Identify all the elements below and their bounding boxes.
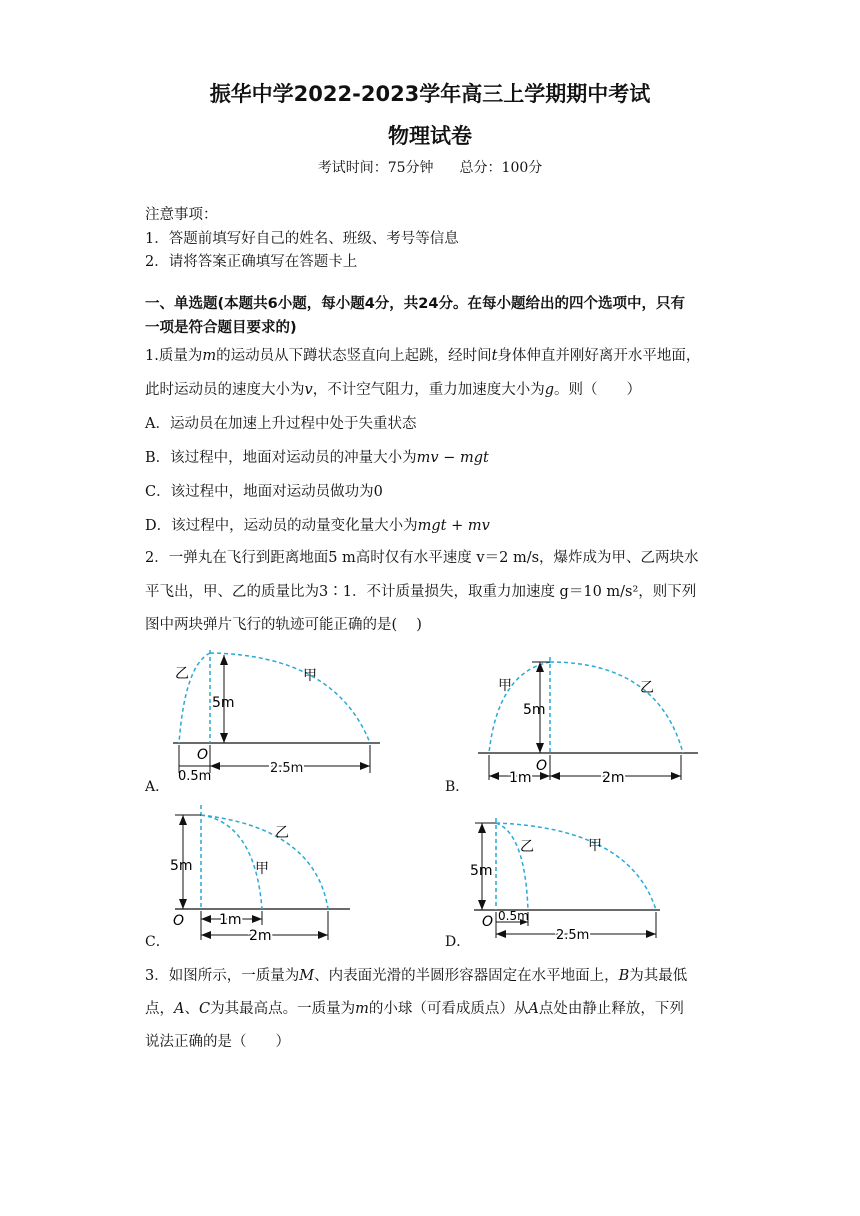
- q2-line1: 2．一弹丸在飞行到距离地面5 m高时仅有水平速度 v＝2 m/s，爆炸成为甲、乙两块水: [145, 550, 699, 566]
- fig-b-label: B．: [445, 779, 470, 795]
- fig-d-dist2: 2.5m: [556, 928, 590, 943]
- fig-b-height-label: 5m: [523, 702, 546, 718]
- fig-b-origin: O: [536, 758, 548, 774]
- section-heading-line2: 一项是符合题目要求的): [145, 320, 297, 336]
- fig-c-label: C．: [145, 934, 170, 950]
- fig-c-outer-label: 乙: [275, 825, 289, 841]
- fig-a-right-label: 甲: [303, 668, 317, 684]
- fig-d-inner-label: 乙: [520, 839, 534, 855]
- exam-title: 振华中学2022-2023学年高三上学期期中考试: [209, 82, 651, 106]
- fig-c-height-label: 5m: [170, 858, 193, 874]
- notes-heading: 注意事项：: [145, 207, 218, 223]
- q1-option-d: D．该过程中，运动员的动量变化量大小为mgt + mv: [145, 518, 490, 534]
- fig-d-label: D．: [445, 934, 471, 950]
- fig-c-dist2: 2m: [249, 928, 272, 944]
- q3-line3: 说法正确的是（ ）: [145, 1034, 290, 1050]
- fig-a-dist1: 0.5m: [178, 769, 212, 784]
- fig-b-left-label: 甲: [498, 678, 512, 694]
- q1-option-b: B．该过程中，地面对运动员的冲量大小为mv − mgt: [145, 450, 489, 466]
- figure-d-trajectories: [470, 813, 670, 943]
- section-heading-line1: 一、单选题(本题共6小题，每小题4分，共24分。在每小题给出的四个选项中，只有: [145, 296, 685, 312]
- q1-line1: 1.质量为m的运动员从下蹲状态竖直向上起跳，经时间t身体伸直并刚好离开水平地面，: [145, 348, 701, 364]
- q1-option-c: C．该过程中，地面对运动员做功为0: [145, 484, 383, 500]
- fig-a-left-label: 乙: [175, 666, 189, 682]
- fig-b-right-label: 乙: [640, 680, 654, 696]
- fig-d-height-label: 5m: [470, 863, 493, 879]
- exam-time: 考试时间：75分钟: [317, 160, 434, 176]
- fig-b-dist1: 1m: [509, 770, 532, 786]
- figure-c-trajectories: [165, 803, 360, 943]
- exam-subtitle: 物理试卷: [388, 124, 472, 148]
- fig-d-outer-label: 甲: [588, 838, 602, 854]
- q1-option-a: A．运动员在加速上升过程中处于失重状态: [145, 416, 417, 432]
- q2-line3: 图中两块弹片飞行的轨迹可能正确的是( ): [145, 617, 422, 633]
- fig-a-dist2: 2.5m: [270, 761, 304, 776]
- q1-line2: 此时运动员的速度大小为v，不计空气阻力，重力加速度大小为g。则（ ）: [145, 382, 641, 398]
- exam-meta: [0, 157, 860, 177]
- note-item-2: 2．请将答案正确填写在答题卡上: [145, 254, 358, 270]
- q3-line1: 3．如图所示，一质量为M、内表面光滑的半圆形容器固定在水平地面上，B为其最低: [145, 968, 688, 984]
- note-item-1: 1．答题前填写好自己的姓名、班级、考号等信息: [145, 231, 459, 247]
- fig-a-origin: O: [197, 747, 209, 763]
- fig-c-inner-label: 甲: [255, 861, 269, 877]
- fig-d-dist1: 0.5m: [498, 909, 529, 923]
- q2-line2: 平飞出，甲、乙的质量比为3∶1．不计质量损失，取重力加速度 g＝10 m/s²，则下列: [145, 584, 697, 600]
- fig-c-dist1: 1m: [219, 912, 242, 928]
- exam-total: 总分：100分: [459, 160, 543, 176]
- fig-a-label: A．: [145, 779, 170, 795]
- fig-d-origin: O: [482, 914, 494, 930]
- fig-c-origin: O: [173, 913, 185, 929]
- q3-line2: 点，A、C为其最高点。一质量为m的小球（可看成质点）从A点处由静止释放，下列: [145, 1001, 684, 1017]
- fig-b-dist2: 2m: [602, 770, 625, 786]
- figure-b-trajectories: [478, 652, 703, 786]
- fig-a-height-label: 5m: [212, 695, 235, 711]
- figure-a-trajectories: [165, 645, 390, 784]
